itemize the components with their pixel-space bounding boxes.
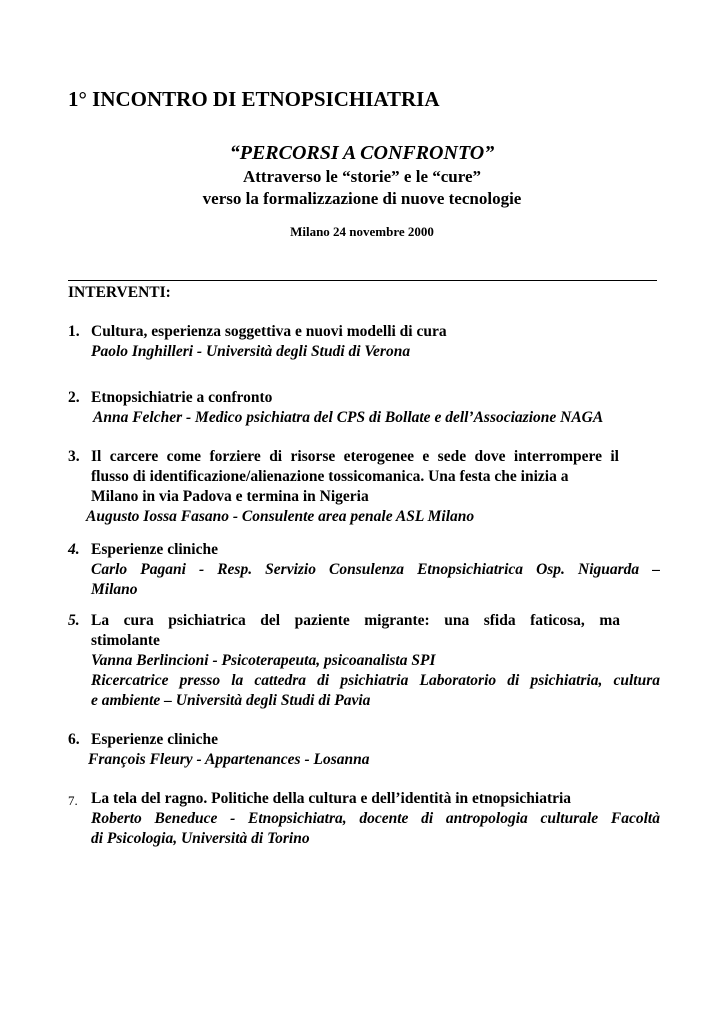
item-speaker-line: Ricercatrice presso la cattedra di psichiatria Laboratorio di psichiatria, cultura: [91, 672, 660, 689]
item-number: 4.: [68, 541, 80, 558]
item-title: [91, 730, 660, 750]
tagline-2: verso la formalizzazione di nuove tecnologie: [202, 189, 522, 208]
item-speaker: [91, 560, 660, 600]
subtitle: “PERCORSI A CONFRONTO”: [229, 142, 495, 164]
horizontal-divider: [68, 280, 657, 281]
tagline-1: Attraverso le “storie” e le “cure”: [242, 167, 482, 186]
item-speaker-line: Vanna Berlincioni - Psicoterapeuta, psicoanalista SPI: [91, 652, 436, 669]
list-item-2: [68, 388, 660, 428]
item-title-line: Esperienze cliniche: [91, 541, 218, 558]
item-title-line: Il carcere come forziere di risorse eterogenee e sede dove interrompere il: [91, 448, 619, 465]
list-item-1: [68, 322, 660, 362]
item-number: 5.: [68, 612, 80, 629]
item-title: [91, 388, 660, 408]
item-speaker: [91, 809, 660, 849]
item-speaker-line: e ambiente – Università degli Studi di Pavia: [91, 692, 371, 709]
item-number: 7.: [68, 793, 78, 808]
list-item-7: [68, 789, 660, 849]
item-title-line: Etnopsichiatrie a confronto: [91, 389, 273, 406]
list-item-6: [68, 730, 660, 770]
list-item-5: [68, 611, 660, 711]
item-title-line: Esperienze cliniche: [91, 731, 218, 748]
item-title-line: Milano in via Padova e termina in Nigeria: [91, 488, 369, 505]
item-speaker: [91, 342, 660, 362]
item-number: 3.: [68, 448, 80, 465]
item-title-line: La cura psichiatrica del paziente migrante: una sfida faticosa, ma: [91, 612, 620, 629]
item-speaker-line: Milano: [91, 581, 138, 598]
item-title-line: flusso di identificazione/alienazione tossicomanica. Una festa che inizia a: [91, 468, 569, 485]
item-title-line: stimolante: [91, 632, 160, 649]
item-number: 1.: [68, 323, 80, 340]
item-title: [91, 322, 660, 342]
list-item-3: [68, 447, 660, 527]
event-date: Milano 24 novembre 2000: [290, 224, 434, 239]
item-speaker-line: Augusto Iossa Fasano - Consulente area penale ASL Milano: [86, 508, 475, 525]
item-title: [91, 447, 619, 507]
item-speaker-line: di Psicologia, Università di Torino: [91, 830, 310, 847]
item-number: 2.: [68, 389, 80, 406]
item-speaker-line: François Fleury - Appartenances - Losanna: [88, 751, 370, 768]
item-speaker: [91, 651, 660, 711]
item-speaker: [88, 750, 660, 770]
item-speaker-line: Carlo Pagani - Resp. Servizio Consulenza Etnopsichiatrica Osp. Niguarda –: [91, 561, 660, 578]
item-title: [91, 789, 660, 809]
item-speaker-line: Anna Felcher - Medico psichiatra del CPS di Bollate e dell’Associazione NAGA: [93, 409, 604, 426]
main-title: 1° INCONTRO DI ETNOPSICHIATRIA: [68, 87, 440, 111]
item-speaker-line: Paolo Inghilleri - Università degli Studi di Verona: [91, 343, 411, 360]
item-title: [91, 540, 660, 560]
item-title-line: La tela del ragno. Politiche della cultura e dell’identità in etnopsichiatria: [91, 790, 572, 807]
item-title-line: Cultura, esperienza soggettiva e nuovi modelli di cura: [91, 323, 447, 340]
item-speaker: [86, 507, 660, 527]
item-speaker: [93, 408, 660, 428]
list-item-4: [68, 540, 660, 600]
item-title: [91, 611, 620, 651]
item-number: 6.: [68, 731, 80, 748]
section-heading: INTERVENTI:: [68, 284, 171, 301]
item-speaker-line: Roberto Beneduce - Etnopsichiatra, docente di antropologia culturale Facoltà: [91, 810, 660, 827]
